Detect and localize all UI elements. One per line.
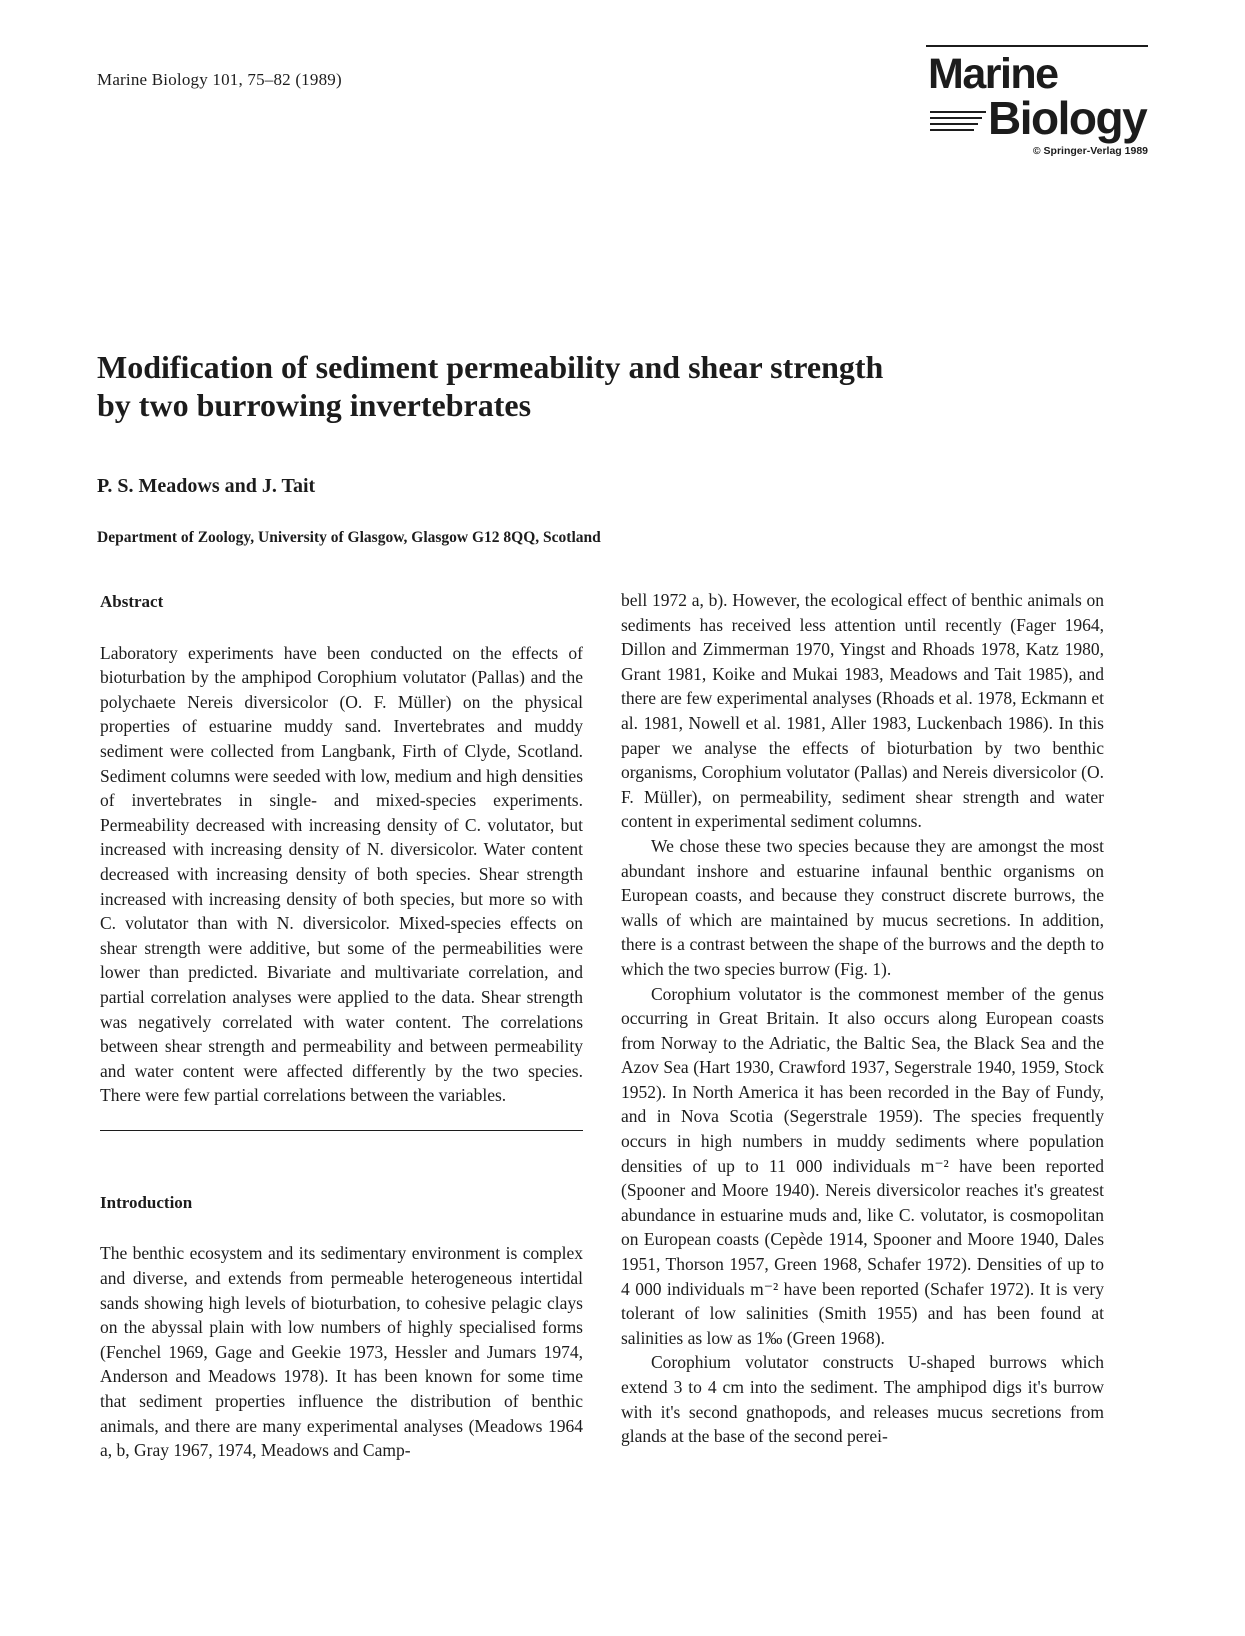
logo-lines-icon bbox=[930, 111, 988, 139]
article-title-line-2: by two burrowing invertebrates bbox=[97, 387, 532, 423]
introduction-paragraph-1: The benthic ecosystem and its sedimentary environment is complex and diverse, and extends from permeable heterogeneous intertidal sands showing high levels of bioturbation, to cohesive pelagic clays on the abyssal plain with low numbers of highly specialised forms (Fenchel 1969, Gage and Geekie 1973, Hessler and Jumars 1974, Anderson and Meadows 1978). It has been known for some time that sediment properties influence the distribution of benthic animals, and there are many experimental analyses (Meadows 1964 a, b, Gray 1967, 1974, Meadows and Camp- bbox=[100, 1243, 583, 1461]
abstract-text: Laboratory experiments have been conducted on the effects of bioturbation by the amphipod Corophium volutator (Pallas) and the polychaete Nereis diversicolor (O. F. Müller) on the physical properties of estuarine muddy sand. Invertebrates and muddy sediment were collected from Langbank, Firth of Clyde, Scotland. Sediment columns were seeded with low, medium and high densities of invertebrates in single- and mixed-species experiments. Permeability decreased with increasing density of C. volutator, but increased with increasing density of N. diversicolor. Water content decreased with increasing density of both species. Shear strength increased with increasing density of both species, but more so with C. volutator than with N. diversicolor. Mixed-species effects on shear strength were additive, but some of the permeabilities were lower than predicted. Bivariate and multivariate correlation, and partial correlation analyses were applied to the data. Shear strength was negatively correlated with water content. The correlations between shear strength and permeability and between permeability and water content were affected differently by the two species. There were few partial correlations between the variables. bbox=[100, 642, 583, 1106]
article-title bbox=[97, 348, 997, 424]
article-affiliation: Department of Zoology, University of Glasgow, Glasgow G12 8QQ, Scotland bbox=[97, 529, 601, 546]
article-title-line-1: Modification of sediment permeability and shear strength bbox=[97, 349, 884, 385]
introduction-paragraph-3: Corophium volutator is the commonest member of the genus occurring in Great Britain. It also occurs along European coasts from Norway to the Adriatic, the Baltic Sea, the Black Sea and the Azov Sea (Hart 1930, Crawford 1937, Segerstrale 1940, 1959, Stock 1952). In North America it has been recorded in the Bay of Fundy, and in Nova Scotia (Segerstrale 1959). The species frequently occurs in high numbers in muddy sediments where population densities of up to 11 000 individuals m⁻² have been reported (Spooner and Moore 1940). Nereis diversicolor reaches it's greatest abundance in estuarine muds and, like C. volutator, is cosmopolitan on European coasts (Cepède 1914, Spooner and Moore 1940, Dales 1951, Thorson 1957, Green 1968, Schafer 1972). Densities of up to 4 000 individuals m⁻² have been reported (Schafer 1972). It is very tolerant of low salinities (Smith 1955) and has been found at salinities as low as 1‰ (Green 1968). bbox=[621, 983, 1104, 1348]
introduction-paragraph-4: Corophium volutator constructs U-shaped burrows which extend 3 to 4 cm into the sediment. The amphipod digs it's burrow with it's second gnathopods, and releases mucus secretions from glands at the base of the second perei- bbox=[621, 1352, 1104, 1447]
logo-rule bbox=[926, 45, 1148, 47]
introduction-heading: Introduction bbox=[100, 1192, 193, 1212]
article-authors: P. S. Meadows and J. Tait bbox=[97, 475, 316, 497]
logo-text-marine: Marine bbox=[928, 50, 1058, 98]
journal-reference: Marine Biology 101, 75–82 (1989) bbox=[97, 70, 342, 89]
abstract-divider bbox=[100, 1130, 583, 1131]
right-column bbox=[621, 588, 1104, 1449]
journal-logo bbox=[918, 45, 1148, 165]
left-column bbox=[100, 590, 583, 1463]
abstract-heading: Abstract bbox=[100, 592, 164, 611]
introduction-paragraph-1-continued: bell 1972 a, b). However, the ecological effect of benthic animals on sediments has received less attention until recently (Fager 1964, Dillon and Zimmerman 1970, Yingst and Rhoads 1978, Katz 1980, Grant 1981, Koike and Mukai 1983, Meadows and Tait 1985), and there are few experimental analyses (Rhoads et al. 1978, Eckmann et al. 1981, Nowell et al. 1981, Aller 1983, Luckenbach 1986). In this paper we analyse the effects of bioturbation by two benthic organisms, Corophium volutator (Pallas) and Nereis diversicolor (O. F. Müller), on permeability, sediment shear strength and water content in experimental sediment columns. bbox=[621, 590, 1105, 832]
logo-copyright: © Springer-Verlag 1989 bbox=[1032, 145, 1148, 157]
logo-text-biology: Biology bbox=[988, 92, 1147, 144]
introduction-paragraph-2: We chose these two species because they are amongst the most abundant inshore and estuarine infaunal benthic organisms on European coasts, and because they construct discrete burrows, the walls of which are maintained by mucus secretions. In addition, there is a contrast between the shape of the burrows and the depth to which the two species burrow (Fig. 1). bbox=[621, 835, 1104, 979]
